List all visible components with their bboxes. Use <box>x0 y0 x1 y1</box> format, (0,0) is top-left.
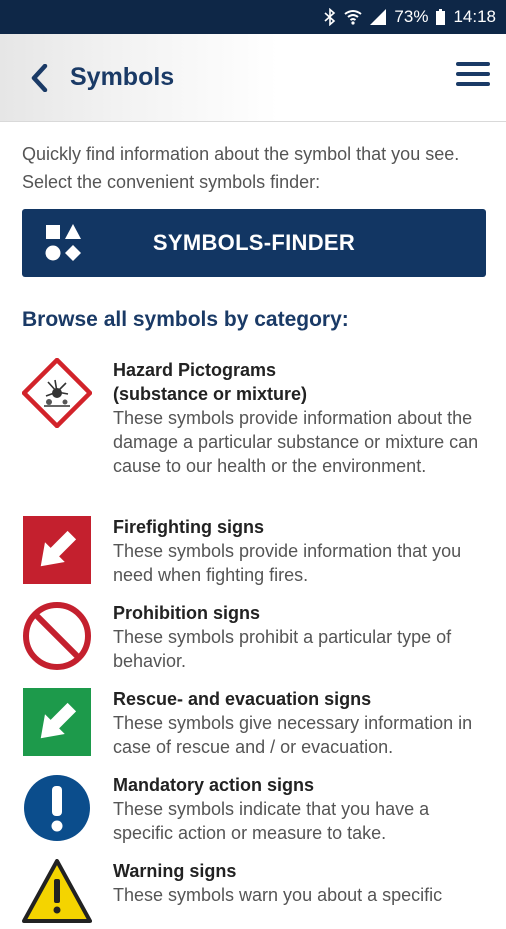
app-bar <box>0 34 506 122</box>
wifi-icon <box>344 9 362 25</box>
back-button[interactable] <box>22 58 56 98</box>
status-bar <box>0 0 506 34</box>
category-warning-signs[interactable] <box>22 859 492 929</box>
warning-triangle-icon <box>22 859 92 929</box>
prohibition-icon <box>22 601 92 671</box>
status-time: 14:18 <box>453 7 496 26</box>
category-firefighting-signs[interactable] <box>22 515 492 587</box>
category-description: These symbols provide information about the damage a particular substance or mixture can cause to our health or the environment. <box>113 408 479 476</box>
category-mandatory-action-signs[interactable] <box>22 773 492 845</box>
bluetooth-icon <box>324 8 336 26</box>
category-title: Hazard Pictograms <box>113 360 277 380</box>
page-title: Symbols <box>70 63 175 91</box>
shapes-icon <box>44 223 84 263</box>
category-description: These symbols warn you about a specific <box>113 885 443 905</box>
hamburger-menu-icon <box>456 62 490 86</box>
category-description: These symbols indicate that you have a specific action or measure to take. <box>113 799 430 843</box>
menu-button[interactable] <box>456 62 490 92</box>
category-hazard-pictograms[interactable] <box>22 358 492 478</box>
signal-icon <box>370 9 386 25</box>
category-subtitle: (substance or mixture) <box>113 384 308 404</box>
browse-heading: Browse all symbols by category: <box>22 308 349 331</box>
hazard-pictogram-icon <box>22 358 92 428</box>
chevron-left-icon <box>30 64 48 92</box>
symbols-finder-label: SYMBOLS-FINDER <box>152 230 356 255</box>
category-description: These symbols give necessary information in case of rescue and / or evacuation. <box>113 713 473 757</box>
intro-text: Quickly find information about the symbol that you see. Select the convenient symbols finder: <box>22 144 460 192</box>
mandatory-exclamation-icon <box>22 773 92 843</box>
category-title: Prohibition signs <box>113 603 260 623</box>
category-description: These symbols provide information that you need when fighting fires. <box>113 541 462 585</box>
category-title: Rescue- and evacuation signs <box>113 689 372 709</box>
category-title: Firefighting signs <box>113 517 264 537</box>
battery-percentage: 73% <box>394 7 429 26</box>
firefighting-arrow-icon <box>22 515 92 585</box>
category-prohibition-signs[interactable] <box>22 601 492 673</box>
rescue-arrow-icon <box>22 687 92 757</box>
battery-icon <box>436 9 445 25</box>
category-title: Mandatory action signs <box>113 775 315 795</box>
category-rescue-evacuation-signs[interactable] <box>22 687 492 759</box>
category-description: These symbols prohibit a particular type of behavior. <box>113 627 452 671</box>
category-title: Warning signs <box>113 861 237 881</box>
symbols-finder-button[interactable] <box>22 209 486 277</box>
